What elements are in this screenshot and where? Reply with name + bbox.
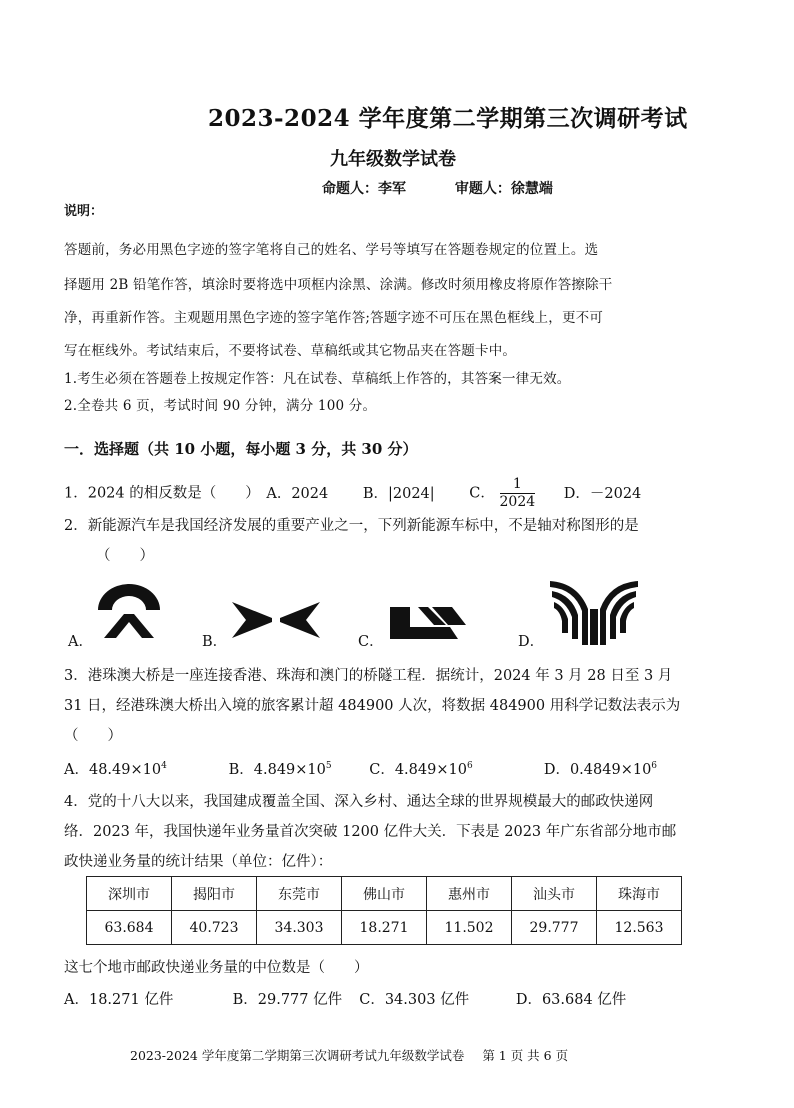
table-header-row [87, 877, 682, 911]
fraction-numerator: 1 [500, 476, 536, 494]
footer-exam-name: 2023-2024 学年度第二学期第三次调研考试九年级数学试卷 [130, 1048, 465, 1063]
question-reviewer: 审题人：徐慧端 [454, 181, 553, 197]
q3-options [64, 758, 657, 779]
page-footer [130, 1046, 568, 1064]
q1-option-a: A．2024 [266, 485, 329, 502]
table-header-cell: 汕头市 [512, 877, 597, 911]
q3-option-c-base: C．4.849×10 [369, 762, 467, 778]
table-cell: 11.502 [427, 911, 512, 945]
q1-stem: 1．2024 的相反数是（ ） [64, 485, 260, 502]
q1-option-c [469, 476, 535, 511]
table-cell: 40.723 [172, 911, 257, 945]
table-header-cell: 东莞市 [257, 877, 342, 911]
q1-option-b: B．|2024| [362, 485, 435, 502]
q2-stem: 2．新能源汽车是我国经济发展的重要产业之一，下列新能源车标中，不是轴对称图形的是 [64, 518, 639, 534]
q3-option-d-exponent: 6 [651, 761, 658, 772]
table-header-cell: 佛山市 [342, 877, 427, 911]
q4-line-1: 4．党的十八大以来，我国建成覆盖全国、深入乡村、通达全球的世界规模最大的邮政快递网 [64, 794, 654, 810]
q4-line-2: 络．2023 年，我国快递年业务量首次突破 1200 亿件大关．下表是 2023 年广东省部分地市邮 [64, 824, 677, 840]
notes-line: 答题前，务必用黑色字迹的签字笔将自己的姓名、学号等填写在答题卷规定的位置上。选 [64, 242, 599, 258]
notes-line: 1.考生必须在答题卷上按规定作答：凡在试卷、草稿纸上作答的，其答案一律无效。 [64, 371, 571, 387]
q3-option-a-exponent: 4 [161, 761, 167, 772]
notes-line: 择题用 2B 铅笔作答，填涂时要将选中项框内涂黑、涂满。修改时须用橡皮将原作答擦除干 [64, 277, 613, 293]
authors-line [322, 178, 597, 198]
xpeng-logo-icon [232, 600, 320, 640]
table-cell: 29.777 [512, 911, 597, 945]
table-header-cell: 揭阳市 [172, 877, 257, 911]
q2-option-a: A． [68, 634, 93, 650]
q3-line-1: 3．港珠澳大桥是一座连接香港、珠海和澳门的桥隧工程．据统计，2024 年 3 月 28 日至 3 月 [64, 668, 673, 684]
q4-option-c: C．34.303 亿件 [359, 992, 470, 1008]
data-table [86, 876, 682, 945]
q3-line-2: 31 日，经港珠澳大桥出入境的旅客累计超 484900 人次，将数据 484900 用科学记数法表示为 [64, 698, 681, 714]
paper-subtitle: 九年级数学试卷 [330, 149, 456, 170]
table-cell: 34.303 [257, 911, 342, 945]
fraction [500, 476, 536, 511]
q2-option-c: C． [358, 634, 384, 650]
table-header-cell: 惠州市 [427, 877, 512, 911]
notes-line: 净，再重新作答。主观题用黑色字迹的签字笔作答;答题字迹不可压在黑色框线上，更不可 [64, 310, 604, 326]
q3-option-a-base: A．48.49×10 [64, 762, 162, 778]
question-1 [64, 476, 641, 511]
q3-option-b-base: B．4.849×10 [228, 762, 326, 778]
notes-label: 说明： [64, 204, 104, 219]
notes-line: 写在框线外。考试结束后，不要将试卷、草稿纸或其它物品夹在答题卡中。 [64, 343, 517, 359]
q3-option-b-exponent: 5 [325, 761, 332, 772]
q2-option-b: B． [202, 634, 228, 650]
q1-option-d: D．－2024 [563, 485, 642, 502]
q4-option-d: D．63.684 亿件 [515, 992, 627, 1008]
q2-blank: （ ） [96, 548, 154, 564]
leap-logo-icon [388, 605, 468, 641]
table-cell: 18.271 [342, 911, 427, 945]
question-setter: 命题人：李军 [322, 181, 406, 197]
notes-line: 2.全卷共 6 页，考试时间 90 分钟，满分 100 分。 [64, 398, 377, 414]
exam-title: 2023-2024 学年度第二学期第三次调研考试 [208, 105, 688, 132]
q4-question: 这七个地市邮政快递业务量的中位数是（ ） [64, 960, 369, 976]
q4-option-b: B．29.777 亿件 [232, 992, 343, 1008]
nio-logo-icon [94, 584, 164, 640]
table-header-cell: 深圳市 [87, 877, 172, 911]
footer-page-number: 第 1 页 共 6 页 [482, 1048, 569, 1063]
table-row [87, 911, 682, 945]
q3-option-d [544, 758, 657, 779]
q2-option-d: D． [518, 634, 545, 650]
table-cell: 63.684 [87, 911, 172, 945]
q3-option-d-base: D．0.4849×10 [543, 762, 652, 778]
q4-option-a: A．18.271 亿件 [64, 992, 174, 1008]
q4-line-3: 政快递业务量的统计结果（单位：亿件）： [64, 854, 333, 870]
q1-option-c-label: C． [469, 485, 495, 502]
table-cell: 12.563 [597, 911, 682, 945]
table-header-cell: 珠海市 [597, 877, 682, 911]
q4-options [64, 988, 626, 1009]
wuling-logo-icon [548, 575, 640, 645]
q3-option-c [369, 758, 539, 779]
q3-option-c-exponent: 6 [466, 761, 473, 772]
q3-option-a [64, 758, 224, 779]
section-heading: 一．选择题（共 10 小题，每小题 3 分，共 30 分） [64, 440, 418, 458]
q3-blank: （ ） [64, 728, 122, 744]
q3-option-b [229, 758, 365, 779]
fraction-denominator: 2024 [499, 494, 536, 510]
